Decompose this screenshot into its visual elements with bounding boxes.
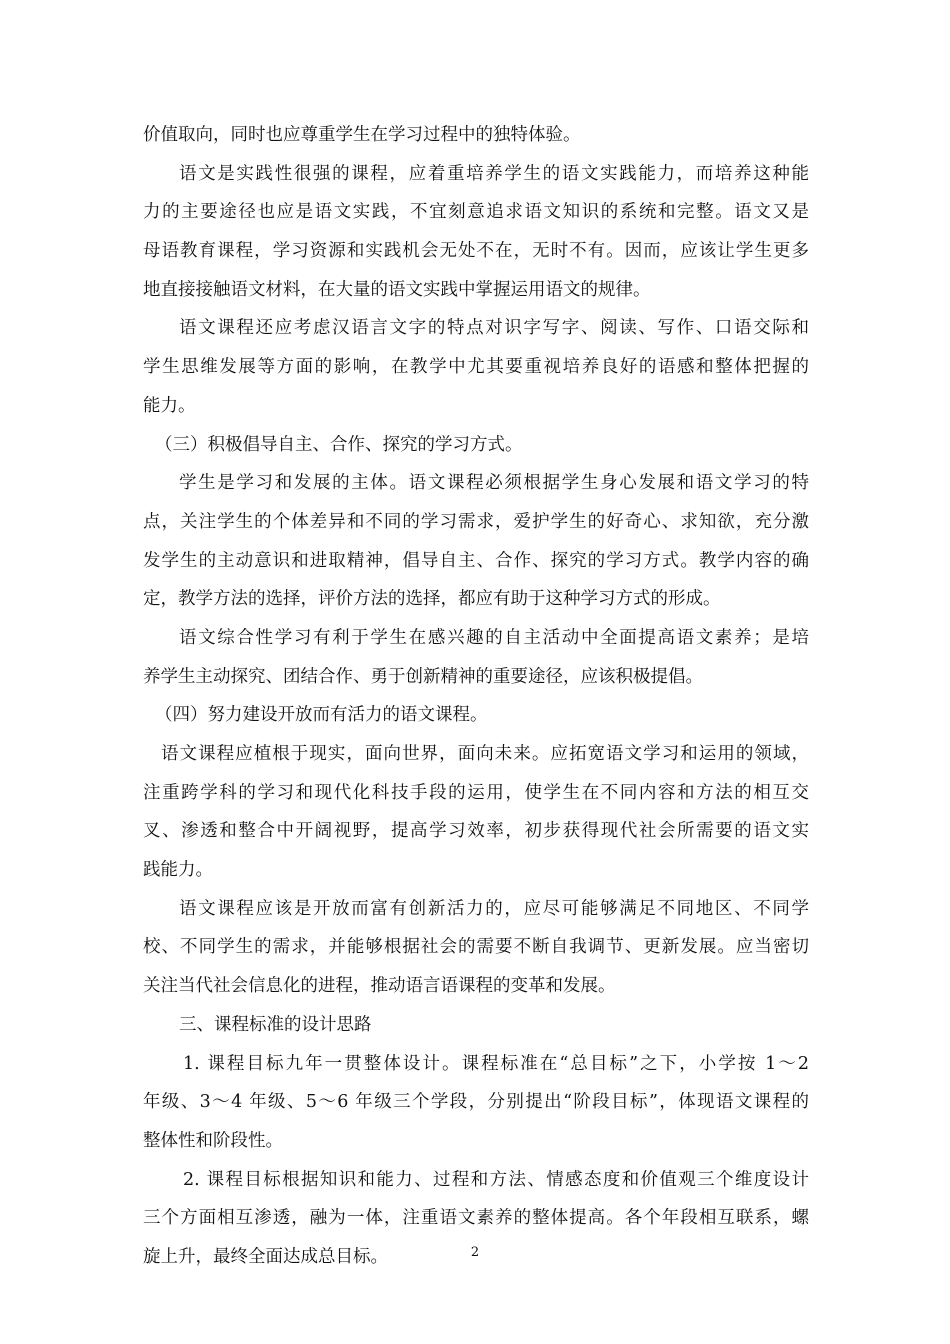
text-line: 校、不同学生的需求，并能够根据社会的需要不断自我调节、更新发展。应当密切	[143, 937, 809, 958]
text-line: 地直接接触语文材料，在大量的语文实践中掌握运用语文的规律。	[143, 279, 651, 300]
text-line: 能力。	[143, 395, 196, 416]
list-item-first-line: 2. 课程目标根据知识和能力、过程和方法、情感态度和价值观三个维度设计	[183, 1169, 809, 1190]
text-line: 关注当代社会信息化的进程，推动语言语课程的变革和发展。	[143, 976, 616, 997]
text-line: 践能力。	[143, 860, 213, 881]
text-line: 养学生主动探究、团结合作、勇于创新精神的重要途径，应该积极提倡。	[143, 666, 703, 687]
paragraph-first-line: 语文课程还应考虑汉语言文字的特点对识字写字、阅读、写作、口语交际和	[179, 318, 809, 339]
text-line: 发学生的主动意识和进取精神，倡导自主、合作、探究的学习方式。教学内容的确	[143, 550, 809, 571]
paragraph-first-line: 语文课程应该是开放而富有创新活力的，应尽可能够满足不同地区、不同学	[179, 898, 809, 919]
text-line: 点，关注学生的个体差异和不同的学习需求，爱护学生的好奇心、求知欲，充分激	[143, 511, 809, 532]
section-heading: （三）积极倡导自主、合作、探究的学习方式。	[155, 434, 523, 455]
paragraph-first-line: 语文是实践性很强的课程，应着重培养学生的语文实践能力，而培养这种能	[179, 163, 809, 184]
text-line: 学生思维发展等方面的影响，在教学中尤其要重视培养良好的语感和整体把握的	[143, 357, 809, 378]
text-line: 整体性和阶段性。	[143, 1130, 283, 1151]
text-line: 价值取向，同时也应尊重学生在学习过程中的独特体验。	[143, 125, 581, 145]
text-line: 定，教学方法的选择，评价方法的选择，都应有助于这种学习方式的形成。	[143, 589, 721, 610]
section-heading: （四）努力建设开放而有活力的语文课程。	[155, 705, 488, 726]
text-line: 叉、渗透和整合中开阔视野，提高学习效率，初步获得现代社会所需要的语文实	[143, 821, 809, 842]
text-line: 母语教育课程，学习资源和实践机会无处不在，无时不有。因而，应该让学生更多	[143, 241, 809, 262]
text-line: 力的主要途径也应是语文实践，不宜刻意追求语文知识的系统和完整。语文又是	[143, 202, 809, 223]
paragraph-first-line: 语文课程应植根于现实，面向世界，面向未来。应拓宽语文学习和运用的领域，	[161, 744, 809, 764]
section-heading: 三、课程标准的设计思路	[179, 1014, 372, 1035]
text-line: 年级、3～4 年级、5～6 年级三个学段，分别提出“阶段目标”，体现语文课程的	[143, 1092, 809, 1113]
paragraph-first-line: 语文综合性学习有利于学生在感兴趣的自主活动中全面提高语文素养；是培	[179, 627, 809, 648]
text-line: 三个方面相互渗透，融为一体，注重语文素养的整体提高。各个年段相互联系，螺	[143, 1208, 809, 1229]
list-item-first-line: 1. 课程目标九年一贯整体设计。课程标准在“总目标”之下，小学按 1～2	[183, 1053, 809, 1074]
text-line: 注重跨学科的学习和现代化科技手段的运用，使学生在不同内容和方法的相互交	[143, 782, 809, 803]
paragraph-first-line: 学生是学习和发展的主体。语文课程必须根据学生身心发展和语文学习的特	[179, 473, 809, 494]
page-number: 2	[470, 1245, 480, 1260]
text-line: 旋上升，最终全面达成总目标。	[143, 1246, 388, 1267]
document-body	[143, 116, 809, 1277]
